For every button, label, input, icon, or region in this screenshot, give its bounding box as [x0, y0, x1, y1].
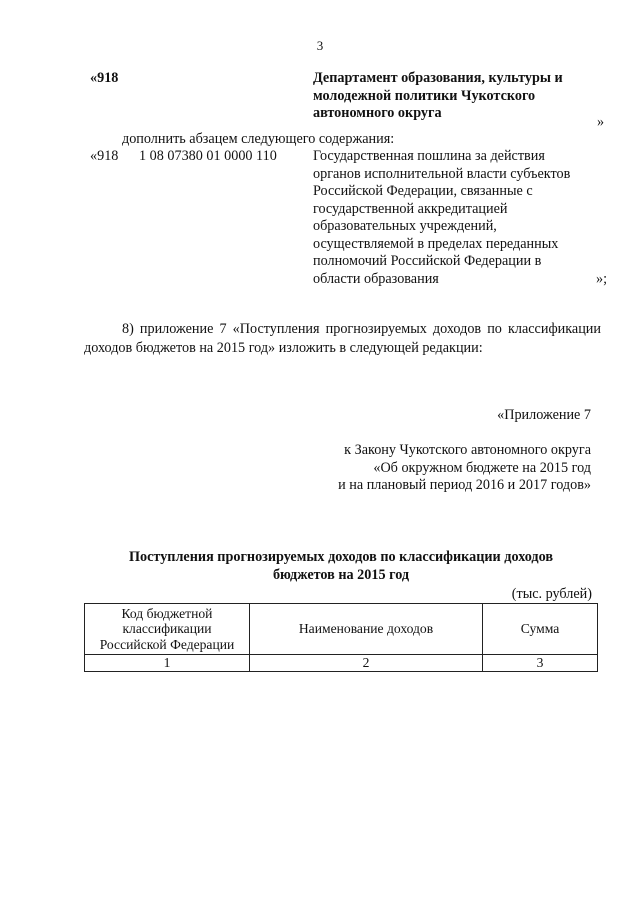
entry-1-name — [313, 70, 563, 123]
appendix-subtitle — [300, 442, 591, 495]
entry-2-name-line: осуществляемой в пределах переданных — [313, 235, 559, 252]
entry-2-closing: »; — [596, 271, 608, 287]
entry-2-budget-code: 1 08 07380 01 0000 110 — [139, 148, 277, 164]
entry-2-name-line: полномочий Российской Федерации в — [313, 253, 542, 269]
appendix-subtitle-line: к Закону Чукотского автономного округа — [344, 442, 591, 458]
header-line: Сумма — [520, 621, 560, 637]
entry-1-name-line: автономного округа — [313, 105, 442, 121]
header-budget-code — [85, 604, 250, 655]
page-number: 3 — [316, 38, 324, 53]
header-sum — [483, 604, 598, 655]
header-line: Код бюджетной — [121, 605, 213, 621]
appendix-title: «Приложение 7 — [497, 407, 591, 423]
column-number: 3 — [483, 655, 598, 672]
entry-1-name-line: молодежной политики Чукотского — [313, 87, 536, 104]
appendix-subtitle-line: «Об окружном бюджете на 2015 год — [373, 459, 591, 476]
header-line: Наименование доходов — [298, 621, 434, 637]
header-line: Российской Федерации — [99, 636, 235, 652]
column-number: 1 — [85, 655, 250, 672]
table-title — [84, 549, 598, 584]
appendix-subtitle-line: и на плановый период 2016 и 2017 годов» — [338, 477, 591, 493]
entry-2-name-line: области образования — [313, 270, 439, 287]
header-income-name — [250, 604, 483, 655]
column-number: 2 — [250, 655, 483, 672]
entry-2-name-line: государственной аккредитацией — [313, 200, 508, 217]
header-line: классификации — [122, 621, 212, 637]
entry-1-name-line: Департамент образования, культуры и — [313, 70, 563, 86]
entry-1-code: «918 — [90, 70, 119, 86]
table-header-row — [85, 604, 598, 655]
supplement-intro: дополнить абзацем следующего содержания: — [122, 131, 395, 147]
units-label: (тыс. рублей) — [511, 586, 592, 602]
entry-2-name-line: Российской Федерации, связанные с — [313, 183, 533, 199]
table-title-line: бюджетов на 2015 год — [272, 566, 410, 583]
income-table — [84, 603, 598, 672]
table-number-row — [85, 655, 598, 672]
table-title-line: Поступления прогнозируемых доходов по классификации доходов — [128, 549, 554, 565]
entry-2-name-line: органов исполнительной власти субъектов — [313, 165, 571, 182]
entry-2-admin-code: «918 — [90, 148, 119, 164]
entry-2-name-line: образовательных учреждений, — [313, 218, 497, 234]
entry-2-name-line: Государственная пошлина за действия — [313, 148, 545, 164]
item-8-paragraph: 8) приложение 7 «Поступления прогнозируемых доходов по классификации доходов бюджетов на 2015 год» изложить в следующей редакции: — [84, 321, 601, 356]
entry-2-name — [313, 148, 570, 288]
entry-1-closing-quote: » — [597, 114, 605, 130]
